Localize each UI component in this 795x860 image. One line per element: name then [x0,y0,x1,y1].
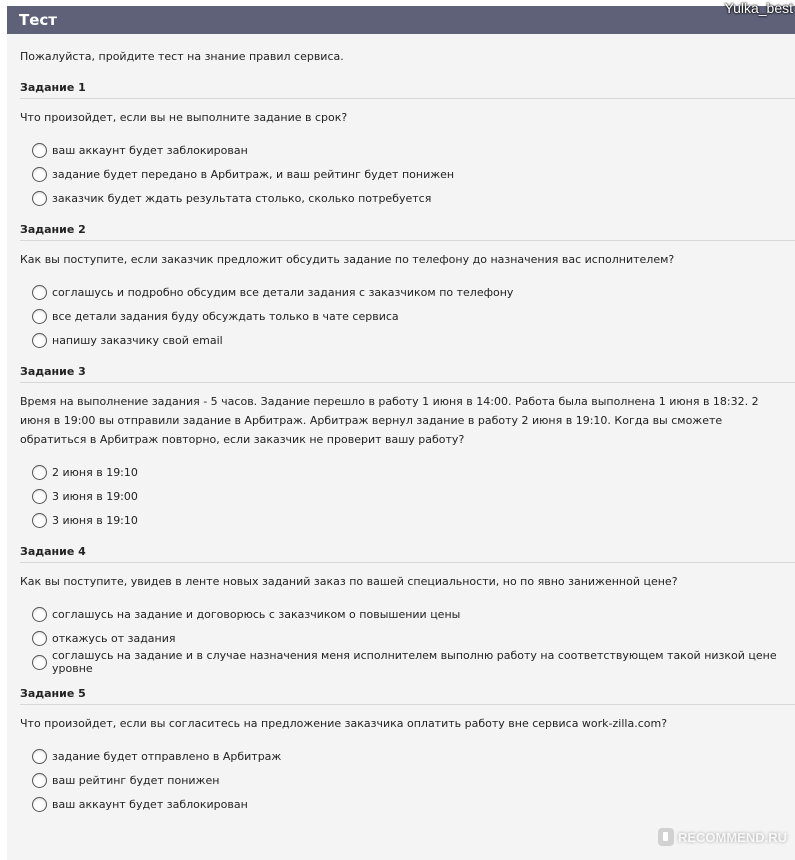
answer-option-label: задание будет передано в Арбитраж, и ваш рейтинг будет понижен [52,167,455,181]
task-question: Как вы поступите, если заказчик предложит обсудить задание по телефону до назначения вас исполнителем? [20,253,675,266]
answer-option-label: ваш рейтинг будет понижен [52,773,220,787]
radio-button[interactable] [32,489,47,504]
task-question: Что произойдет, если вы не выполните задание в срок? [20,111,348,124]
radio-button[interactable] [32,465,47,480]
answer-option-label: задание будет отправлено в Арбитраж [52,749,282,763]
answer-option[interactable] [32,280,795,304]
answer-option-label: соглашусь на задание и в случае назначения меня исполнителем выполню работу на соответствующем такой низкой цене уровне [52,649,777,675]
recommend-logo-icon [658,828,674,846]
task-5 [20,687,795,816]
answer-option[interactable] [32,484,795,508]
answer-option[interactable] [32,626,795,650]
site-watermark [658,828,787,846]
task-title: Задание 2 [20,223,795,241]
task-2 [20,223,795,365]
radio-button[interactable] [32,285,47,300]
answer-option-label: напишу заказчику свой email [52,333,223,347]
answer-option[interactable] [32,138,795,162]
answer-option-label: заказчик будет ждать результата столько, сколько потребуется [52,191,432,205]
answer-option-label: соглашусь и подробно обсудим все детали задания с заказчиком по телефону [52,285,514,299]
radio-button[interactable] [32,607,47,622]
task-spacer [20,532,795,545]
answer-option[interactable] [32,328,795,352]
answer-option[interactable] [32,792,795,816]
answer-option[interactable] [32,304,795,328]
radio-button[interactable] [32,655,47,670]
intro-text: Пожалуйста, пройдите тест на знание правил сервиса. [20,50,344,63]
task-title: Задание 4 [20,545,795,563]
task-spacer [20,674,795,687]
task-question: Как вы поступите, увидев в ленте новых заданий заказ по вашей специальности, но по явно заниженной цене? [20,575,678,588]
task-title: Задание 3 [20,365,795,383]
task-spacer [20,210,795,223]
task-1 [20,81,795,223]
task-4 [20,545,795,687]
answer-option[interactable] [32,508,795,532]
radio-button[interactable] [32,773,47,788]
username-watermark: Yulka_best [724,0,793,16]
radio-button[interactable] [32,333,47,348]
site-watermark-text: RECOMMEND.RU [677,829,787,845]
task-title: Задание 5 [20,687,795,705]
test-window [7,6,795,860]
radio-button[interactable] [32,513,47,528]
test-content [7,34,795,816]
answer-option-label: откажусь от задания [52,631,176,645]
answer-option-label: 3 июня в 19:00 [52,489,138,503]
answer-option[interactable] [32,186,795,210]
answer-option-label: ваш аккаунт будет заблокирован [52,143,248,157]
radio-button[interactable] [32,167,47,182]
answer-option[interactable] [32,768,795,792]
task-question: Время на выполнение задания - 5 часов. Задание перешло в работу 1 июня в 14:00. Работа была выполнена 1 июня в 18:32. 2 июня в 19:00 вы отправили задание в Арбитраж. Арбитраж вернул задание в работу 2 июня в 19:10. Когда вы сможете обратиться в Арбитраж повторно, если заказчик не проверит вашу работу? [20,395,759,446]
radio-button[interactable] [32,797,47,812]
window-title: Тест [7,6,795,34]
task-3 [20,365,795,545]
answer-option[interactable] [32,602,795,626]
answer-option-label: 2 июня в 19:10 [52,465,138,479]
task-spacer [20,352,795,365]
answer-option-label: соглашусь на задание и договорюсь с заказчиком о повышении цены [52,607,461,621]
answer-option[interactable] [32,744,795,768]
radio-button[interactable] [32,631,47,646]
task-list [20,81,795,816]
answer-option-label: все детали задания буду обсуждать только в чате сервиса [52,309,399,323]
radio-button[interactable] [32,143,47,158]
radio-button[interactable] [32,309,47,324]
answer-option-label: ваш аккаунт будет заблокирован [52,797,248,811]
answer-option[interactable] [32,460,795,484]
answer-option-label: 3 июня в 19:10 [52,513,138,527]
answer-option[interactable] [32,162,795,186]
radio-button[interactable] [32,749,47,764]
task-question: Что произойдет, если вы согласитесь на предложение заказчика оплатить работу вне сервиса work-zilla.com? [20,717,668,730]
radio-button[interactable] [32,191,47,206]
task-title: Задание 1 [20,81,795,99]
answer-option[interactable] [32,650,795,674]
